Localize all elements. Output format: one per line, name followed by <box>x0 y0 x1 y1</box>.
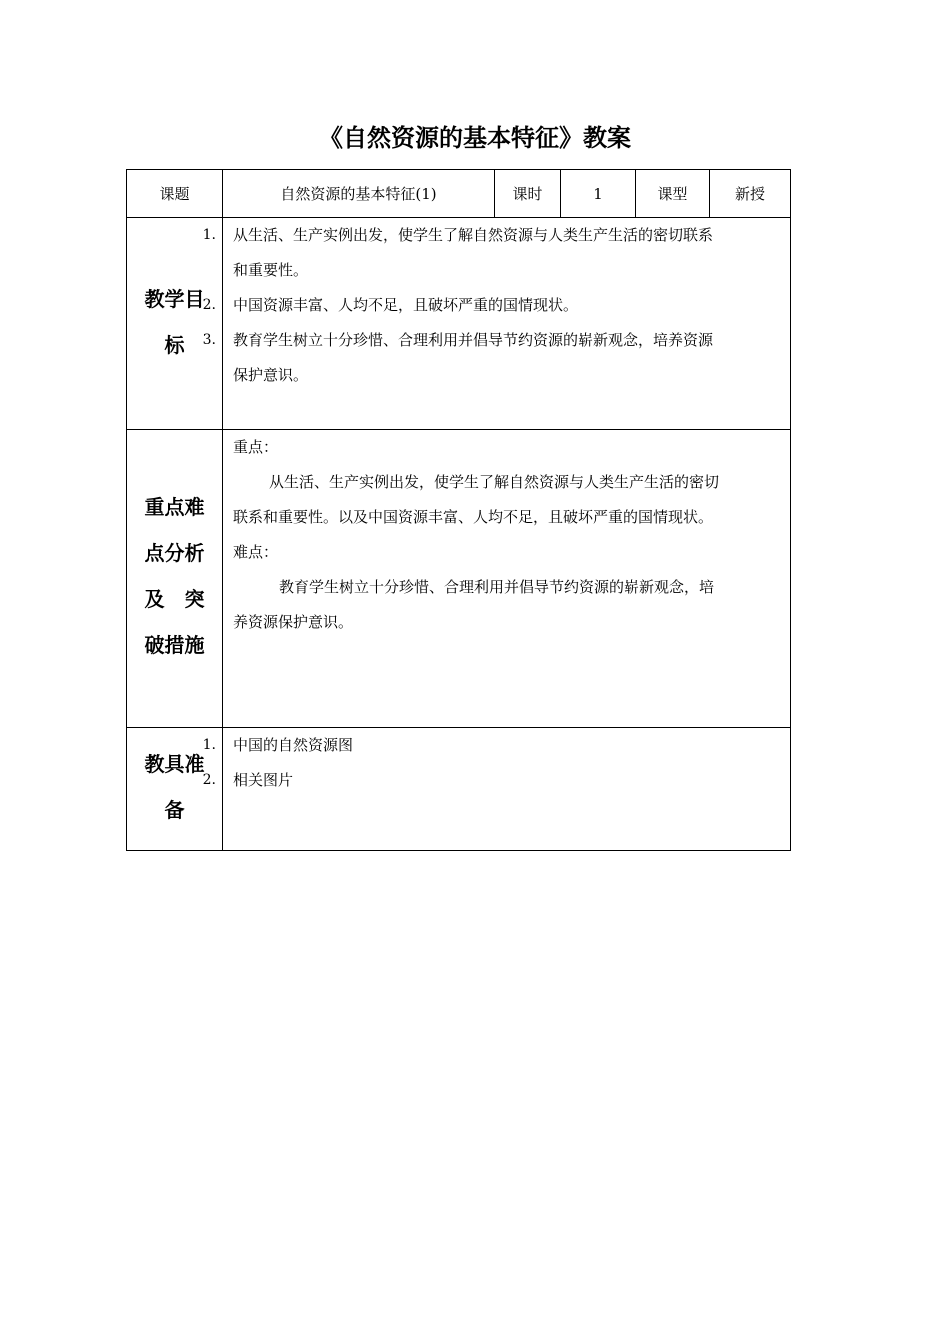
material-item-2: 相关图片 <box>233 771 294 789</box>
number-3: 3. <box>202 332 216 348</box>
key-point-title: 重点： <box>233 438 279 456</box>
topic-label: 课题 <box>127 170 223 218</box>
objectives-label-cell <box>127 218 223 430</box>
material-item-1: 中国的自然资源图 <box>233 736 354 754</box>
objective-item-3-cont: 保护意识。 <box>233 366 309 384</box>
objective-item-1-cont: 和重要性。 <box>233 261 309 279</box>
objectives-row <box>127 218 791 430</box>
difficult-point-text-cont: 养资源保护意识。 <box>233 613 354 631</box>
number-2: 2. <box>202 772 216 788</box>
objective-item-2: 中国资源丰富、人均不足，且破坏严重的国情现状。 <box>233 296 579 314</box>
materials-content <box>223 728 791 851</box>
type-value: 新授 <box>710 170 791 218</box>
materials-numbers <box>203 728 216 798</box>
objectives-numbers <box>203 218 216 358</box>
type-label: 课型 <box>636 170 710 218</box>
keypoints-content <box>223 430 791 728</box>
lesson-plan-table <box>126 169 791 851</box>
topic-value: 自然资源的基本特征(1) <box>223 170 495 218</box>
materials-row <box>127 728 791 851</box>
keypoints-label-cell <box>127 430 223 728</box>
period-value: 1 <box>561 170 636 218</box>
objectives-label: 教学目 标 <box>144 287 205 357</box>
document-title: 《自然资源的基本特征》教案 <box>319 124 631 152</box>
materials-label-cell <box>127 728 223 851</box>
key-point-text: 从生活、生产实例出发，使学生了解自然资源与人类生产生活的密切 <box>269 473 720 491</box>
keypoints-row <box>127 430 791 728</box>
number-1: 1. <box>202 737 216 753</box>
keypoints-label: 重点难 点分析 及 突 破措施 <box>144 495 205 657</box>
objectives-content <box>223 218 791 430</box>
number-1: 1. <box>202 227 216 243</box>
number-2: 2. <box>202 297 216 313</box>
difficult-point-title: 难点： <box>233 543 279 561</box>
materials-label: 教具准 备 <box>144 752 205 822</box>
difficult-point-text: 教育学生树立十分珍惜、合理利用并倡导节约资源的崭新观念，培 <box>279 578 715 596</box>
objective-item-3: 教育学生树立十分珍惜、合理利用并倡导节约资源的崭新观念，培养资源 <box>233 331 714 349</box>
period-label: 课时 <box>495 170 561 218</box>
key-point-text-cont: 联系和重要性。以及中国资源丰富、人均不足，且破坏严重的国情现状。 <box>233 508 714 526</box>
header-row <box>127 170 791 218</box>
objective-item-1: 从生活、生产实例出发，使学生了解自然资源与人类生产生活的密切联系 <box>233 226 714 244</box>
